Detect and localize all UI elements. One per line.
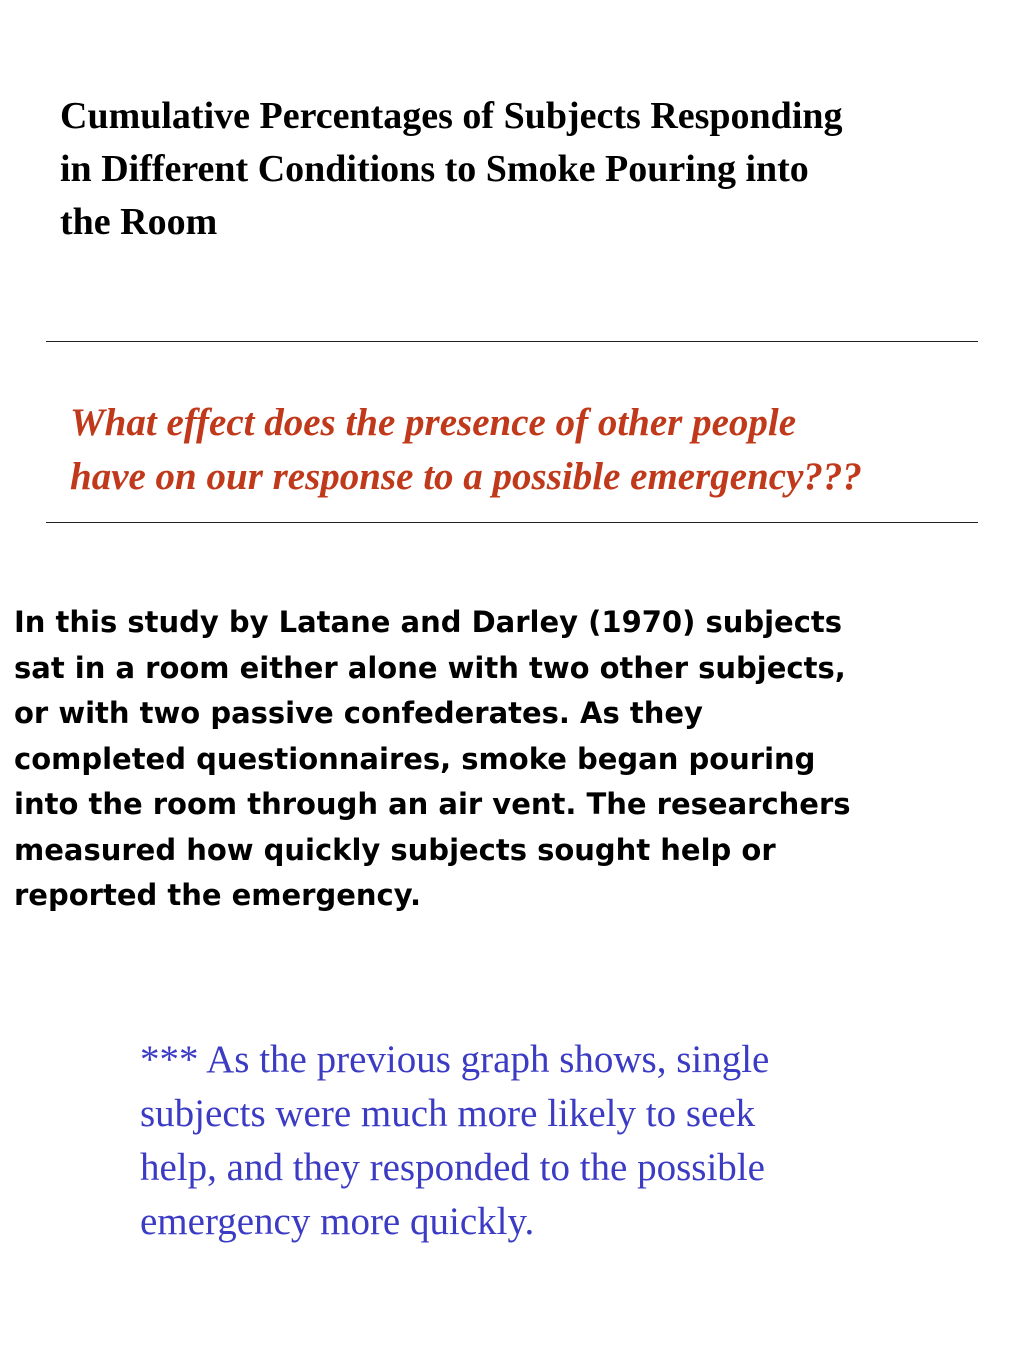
study-description [14,600,1014,919]
title-line: Cumulative Percentages of Subjects Responding [60,95,843,137]
question-line: What effect does the presence of other people [70,401,797,444]
divider-bottom [46,522,978,523]
conclusion-line: subjects were much more likely to seek [140,1092,756,1135]
conclusion-line: emergency more quickly. [140,1200,535,1243]
title-line: in Different Conditions to Smoke Pouring into [60,148,809,190]
research-question [70,396,1010,504]
description-line: In this study by Latane and Darley (1970) subjects [14,605,843,639]
conclusion-line: *** As the previous graph shows, single [140,1038,770,1081]
question-line: have on our response to a possible emergency??? [70,455,862,498]
conclusion-line: help, and they responded to the possible [140,1146,765,1189]
description-line: into the room through an air vent. The researchers [14,787,851,821]
divider-top [46,341,978,342]
description-line: completed questionnaires, smoke began pouring [14,741,816,776]
description-line: measured how quickly subjects sought help or [14,832,776,867]
title-line: the Room [60,201,218,243]
conclusion-note [140,1033,900,1249]
description-line: reported the emergency. [14,878,421,912]
description-line: sat in a room either alone with two other subjects, [14,650,846,685]
slide-title [60,90,1010,249]
description-line: or with two passive confederates. As they [14,696,703,730]
